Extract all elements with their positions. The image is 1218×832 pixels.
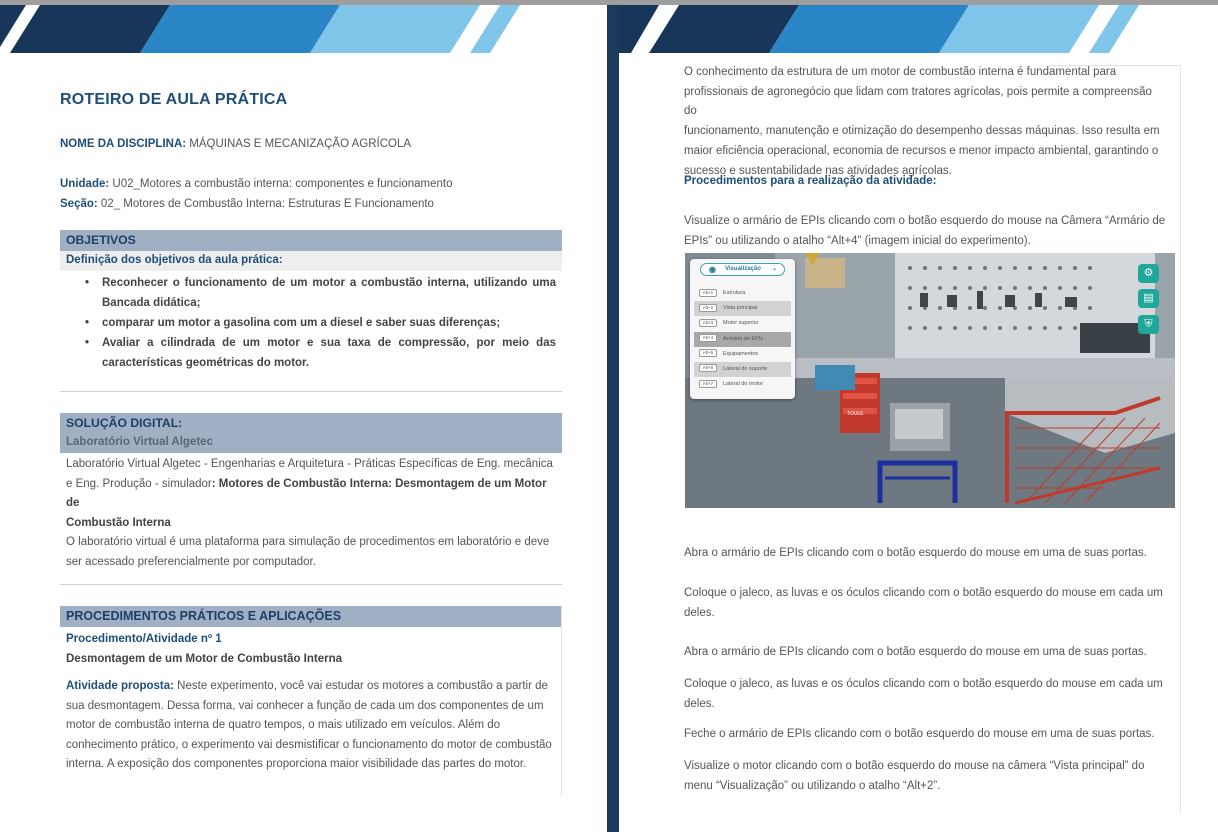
- document-page-left: [0, 5, 607, 832]
- simulator-name-cont: Combustão Interna: [66, 516, 171, 529]
- step-text: [684, 725, 1166, 745]
- text-run: Neste experimento, você vai estudar os motores a combustão a partir de: [173, 680, 548, 692]
- objective-item: • comparar um motor a gasolina com um a diesel e saber suas diferenças;: [102, 313, 556, 333]
- header-banner: [0, 5, 607, 53]
- header-banner: [619, 5, 1218, 53]
- text-line: deles.: [684, 606, 715, 619]
- settings-gear-icon[interactable]: ⚙: [1138, 264, 1159, 283]
- objectives-list: [60, 271, 562, 373]
- shortcut-key: Alt+3: [699, 319, 717, 327]
- procedures-header: PROCEDIMENTOS PRÁTICOS E APLICAÇÕES: [60, 606, 562, 627]
- shortcut-key: Alt+4: [699, 334, 717, 342]
- discipline-label: NOME DA DISCIPLINA:: [60, 138, 187, 150]
- step-text: [684, 544, 1166, 564]
- menu-item-equipment[interactable]: [694, 347, 791, 362]
- text-line: [66, 475, 556, 514]
- text-line: maior eficiência operacional, economia de recursos e menor impacto ambiental, garantindo o: [684, 144, 1159, 157]
- unit-value: U02_Motores a combustão interna: componentes e funcionamento: [109, 178, 453, 190]
- objectives-subtitle: Definição dos objetivos da aula prática:: [60, 251, 562, 271]
- proposed-label: Atividade proposta:: [66, 680, 174, 692]
- text-line: Laboratório Virtual Algetec - Engenharias e Arquitetura - Práticas Específicas de Eng. mecânica: [66, 458, 553, 470]
- text-line: interna. A exposição dos componentes proporciona maior visibilidade das partes do motor.: [66, 758, 527, 770]
- cabinet-brand: TOULE: [847, 411, 864, 417]
- shortcut-key: Alt+2: [699, 304, 717, 312]
- shortcut-key: Alt+1: [699, 289, 717, 297]
- menu-item-label: Lateral do motor: [723, 381, 764, 388]
- menu-item-label: Estrutura: [723, 290, 746, 296]
- activity-name: Desmontagem de um Motor de Combustão Interna: [66, 653, 343, 665]
- section-line: [60, 198, 434, 210]
- menu-item-epi-cabinet[interactable]: [694, 332, 791, 347]
- step-text: [684, 757, 1166, 796]
- text-line: [66, 677, 556, 697]
- text-line: menu “Visualização” ou utilizando o atalho “Alt+2”.: [684, 779, 941, 792]
- section-border: [561, 606, 562, 796]
- content-border: [1180, 65, 1181, 813]
- chevron-down-icon: ⌄: [771, 266, 777, 272]
- text-line: deles.: [684, 697, 715, 710]
- step-text: [684, 584, 1166, 623]
- menu-item-engine-side[interactable]: [694, 377, 791, 392]
- text-line: Coloque o jaleco, as luvas e os óculos clicando com o botão esquerdo do mouse em cada um: [684, 587, 1163, 599]
- objective-item: • Reconhecer o funcionamento de um motor a combustão interna, utilizando uma Bancada didática;: [102, 273, 556, 313]
- text-run: e Eng. Produção - simulador: [66, 477, 212, 490]
- visualize-instruction: [684, 212, 1166, 251]
- procedures-section: [60, 606, 562, 775]
- menu-item-label: Armário de EPIs: [723, 335, 764, 342]
- procedures-heading: Procedimentos para a realização da atividade:: [684, 175, 937, 187]
- visualization-dropdown[interactable]: [700, 263, 785, 276]
- divider: [60, 584, 562, 585]
- discipline-line: [60, 138, 411, 150]
- objectives-section: [60, 230, 562, 373]
- digital-solution-subheader: Laboratório Virtual Algetec: [60, 433, 562, 453]
- step-text: [684, 643, 1166, 663]
- text-line: conhecimento prático, o experimento vai desmistificar o funcionamento do motor de combustão: [66, 738, 552, 751]
- notebook-icon[interactable]: ▤: [1138, 289, 1159, 308]
- text-line: Visualize o motor clicando com o botão esquerdo do mouse na câmera “Vista principal” do: [684, 760, 1145, 772]
- text-line: Abra o armário de EPIs clicando com o botão esquerdo do mouse em uma de suas portas.: [684, 646, 1147, 658]
- divider: [60, 391, 562, 392]
- text-line: [66, 514, 556, 534]
- menu-item-main-view[interactable]: [694, 301, 791, 316]
- visualization-menu[interactable]: [690, 259, 795, 399]
- text-line: profissionais de agronegócio que lidam com tratores agrícolas, pois permite a compreensão do: [684, 85, 1152, 118]
- discipline-value: MÁQUINAS E MECANIZAÇÃO AGRÍCOLA: [186, 138, 412, 150]
- digital-solution-text: [60, 453, 562, 572]
- page-title: ROTEIRO DE AULA PRÁTICA: [60, 91, 288, 108]
- text-line: EPIs” ou utilizando o atalho “Alt+4” (imagem inicial do experimento).: [684, 234, 1031, 247]
- text-line: Coloque o jaleco, as luvas e os óculos clicando com o botão esquerdo do mouse em cada um: [684, 678, 1163, 690]
- lab-screenshot: [685, 253, 1175, 508]
- unit-label: Unidade:: [60, 178, 110, 190]
- text-line: Feche o armário de EPIs clicando com o botão esquerdo do mouse em uma de suas portas.: [684, 728, 1155, 740]
- text-line: sua desmontagem. Dessa forma, vai conhecer a função de cada um dos componentes de um: [66, 699, 544, 712]
- menu-item-top-engine[interactable]: [694, 316, 791, 331]
- text-line: Abra o armário de EPIs clicando com o botão esquerdo do mouse em uma de suas portas.: [684, 547, 1147, 559]
- menu-item-support-side[interactable]: [694, 362, 791, 377]
- activity-number: Procedimento/Atividade nº 1: [66, 633, 222, 645]
- menu-item-label: Vista principal: [723, 305, 758, 312]
- section-value: 02_ Motores de Combustão Interna: Estruturas E Funcionamento: [97, 198, 434, 210]
- menu-item-label: Equipamentos: [723, 350, 759, 357]
- menu-item-label: Motor superior: [723, 320, 759, 327]
- objectives-header: OBJETIVOS: [60, 230, 562, 251]
- menu-item-label: Lateral do suporte: [723, 365, 768, 372]
- shortcut-key: Alt+6: [699, 364, 717, 372]
- digital-solution-section: [60, 413, 562, 572]
- shield-icon[interactable]: ⛨: [1138, 315, 1159, 334]
- digital-solution-header: SOLUÇÃO DIGITAL:: [60, 413, 562, 433]
- text-line: motor de combustão interna de quatro tempos, o mais utilizado em veículos. Além do: [66, 719, 501, 731]
- activity-description: [60, 667, 562, 775]
- simulator-name: : Motores de Combustão Interna: Desmontagem de um Motor de: [66, 477, 547, 509]
- text-line: O conhecimento da estrutura de um motor de combustão interna é fundamental para: [684, 66, 1117, 78]
- shortcut-key: Alt+5: [699, 349, 717, 357]
- menu-item-structure[interactable]: [694, 286, 791, 301]
- intro-paragraph: [684, 63, 1166, 181]
- menu-title: Visualização: [725, 266, 761, 272]
- step-text: [684, 675, 1166, 714]
- text-line: O laboratório virtual é uma plataforma para simulação de procedimentos em laboratório e deve: [66, 536, 550, 548]
- unit-line: [60, 178, 453, 190]
- document-page-right: [619, 5, 1218, 832]
- text-line: sucesso e sustentabilidade nas atividades agrícolas.: [684, 164, 952, 177]
- text-line: ser acessado preferencialmente por computador.: [66, 555, 316, 568]
- text-line: funcionamento, manutenção e otimização do desempenho dessas máquinas. Isso resulta em: [684, 125, 1160, 138]
- shortcut-key: Alt+7: [699, 380, 717, 388]
- eye-icon: ◉: [709, 265, 716, 274]
- page-gutter: [607, 5, 619, 832]
- text-line: Visualize o armário de EPIs clicando com o botão esquerdo do mouse na Câmera “Armário de: [684, 215, 1166, 227]
- objective-item: • Avaliar a cilindrada de um motor e sua taxa de compressão, por meio das características geométricas do motor.: [102, 333, 556, 373]
- section-label: Seção:: [60, 198, 98, 210]
